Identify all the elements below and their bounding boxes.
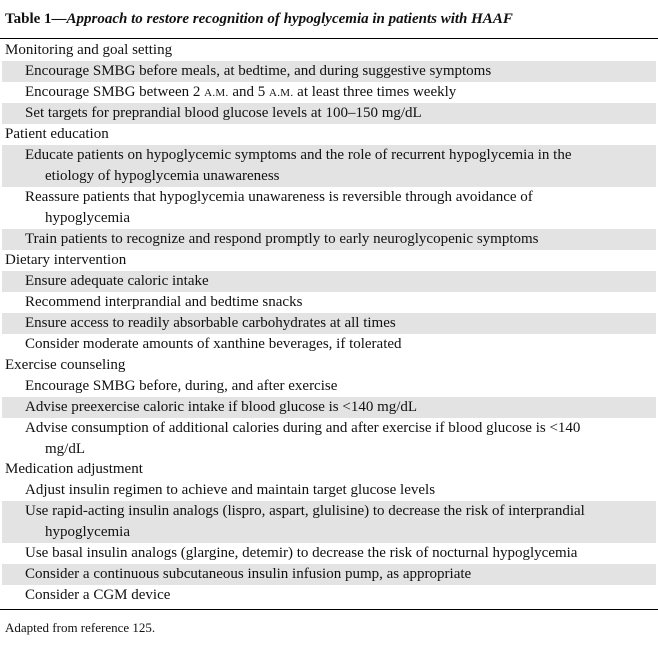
bottom-rule [0, 609, 658, 610]
table-row: Encourage SMBG before meals, at bedtime, and during suggestive symptoms [2, 61, 656, 82]
section-heading: Exercise counseling [5, 357, 126, 373]
table-row: Encourage SMBG between 2 A.M. and 5 A.M. at least three times weekly [25, 84, 457, 100]
table-row: Consider moderate amounts of xanthine beverages, if tolerated [25, 336, 402, 352]
table-row: Ensure access to readily absorbable carbohydrates at all times [2, 313, 656, 334]
table-row: Use basal insulin analogs (glargine, detemir) to decrease the risk of nocturnal hypoglycemia [25, 545, 578, 561]
table-footnote: Adapted from reference 125. [5, 620, 156, 635]
top-rule [0, 38, 658, 39]
table-row: Advise preexercise caloric intake if blood glucose is <140 mg/dL [2, 397, 656, 418]
table-row: Encourage SMBG before, during, and after exercise [25, 378, 338, 394]
table-row: Educate patients on hypoglycemic symptoms and the role of recurrent hypoglycemia in the etiology of hypoglycemia unawareness [2, 145, 656, 187]
table-row: Consider a continuous subcutaneous insulin infusion pump, as appropriate [2, 564, 656, 585]
table-row: Recommend interprandial and bedtime snacks [25, 294, 303, 310]
section-heading: Patient education [5, 126, 109, 142]
table-title [5, 11, 513, 28]
table-caption: Approach to restore recognition of hypoglycemia in patients with HAAF [66, 11, 513, 27]
table-row: Use rapid-acting insulin analogs (lispro, aspart, glulisine) to decrease the risk of interprandial hypoglycemia [2, 501, 656, 543]
table-row: Set targets for preprandial blood glucose levels at 100–150 mg/dL [2, 103, 656, 124]
section-heading: Monitoring and goal setting [5, 42, 173, 58]
table-row: Reassure patients that hypoglycemia unawareness is reversible through avoidance of hypoglycemia [25, 189, 533, 226]
table-row: Advise consumption of additional calories during and after exercise if blood glucose is <140 mg/dL [25, 420, 581, 457]
table-row: Adjust insulin regimen to achieve and maintain target glucose levels [25, 482, 436, 498]
table-row: Ensure adequate caloric intake [2, 271, 656, 292]
section-heading: Medication adjustment [5, 461, 143, 477]
section-heading: Dietary intervention [5, 252, 127, 268]
table-row: Train patients to recognize and respond promptly to early neuroglycopenic symptoms [2, 229, 656, 250]
table-row: Consider a CGM device [25, 587, 171, 603]
table-number: Table 1— [5, 11, 67, 27]
